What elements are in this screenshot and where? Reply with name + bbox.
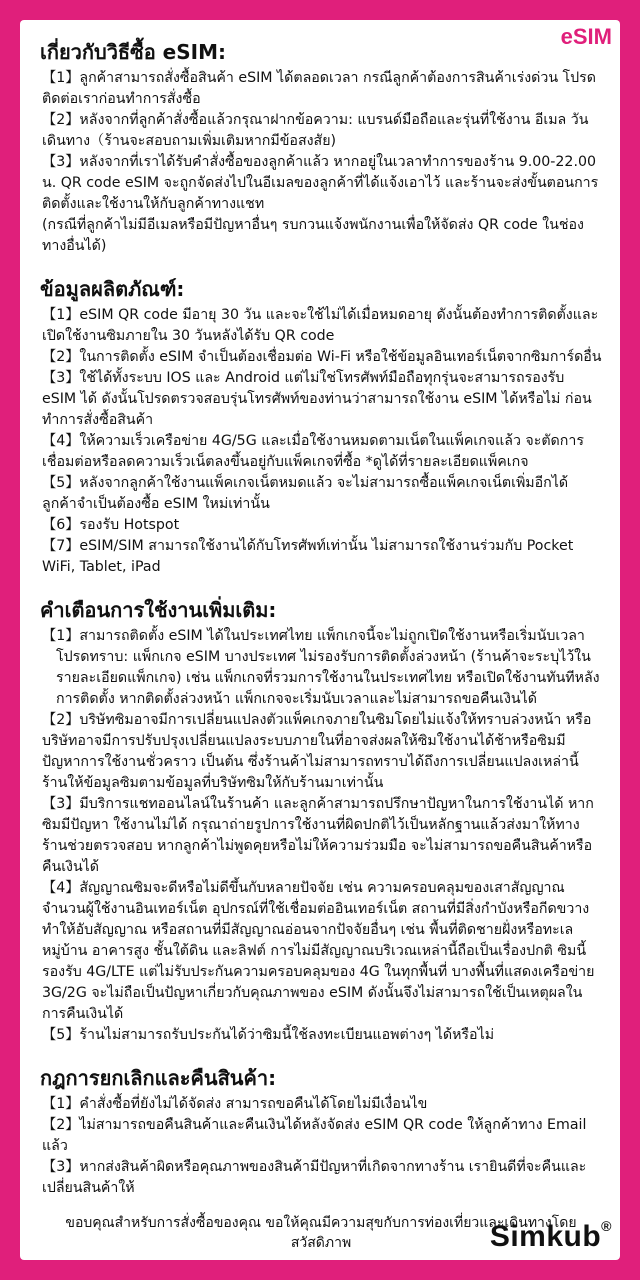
section-cancellation-policy	[40, 1064, 602, 1199]
section-title: ข้อมูลผลิตภัณฑ์:	[40, 277, 185, 301]
registered-mark-icon: ®	[601, 1218, 612, 1234]
list-item: 【4】ให้ความเร็วเครือข่าย 4G/5G และเมื่อใช้งานหมดตามเน็ตในแพ็คเกจแล้ว จะตัดการเชื่อมต่อหรือลดความเร็วเน็ตลงขึ้นอยู่กับแพ็คเกจที่ซื้อ *ดูได้ที่รายละเอียดแพ็คเกจ	[42, 433, 584, 470]
list-item: 【1】สามารถติดตั้ง eSIM ได้ในประเทศไทย แพ็กเกจนี้จะไม่ถูกเปิดใช้งานหรือเริ่มนับเวลา	[42, 628, 585, 644]
logo-text: Simkub	[489, 1220, 602, 1253]
section-product-info	[40, 275, 602, 578]
list-item: 【2】หลังจากที่ลูกค้าสั่งซื้อแล้วกรุณาฝากข้อความ: แบรนด์มือถือและรุ่นที่ใช้งาน อีเมล วันเดินทาง（ร้านจะสอบถามเพิ่มเติมหากมีข้อสงสัย)	[42, 112, 589, 149]
list-item: 【3】มีบริการแชทออนไลน์ในร้านค้า และลูกค้าสามารถปรึกษาปัญหาในการใช้งานได้ หากซิมมีปัญหา ใช้งานไม่ได้ กรุณาถ่ายรูปการใช้งานที่ผิดปกติไว้เป็นหลักฐานแล้วส่งมาให้ทางร้านช่วยตรวจสอบ หากลูกค้าไม่พูดคุยหรือไม่ให้ความร่วมมือ จะไม่สามารถขอคืนสินค้าหรือคืนเงินได้	[42, 796, 594, 875]
list-item: 【5】ร้านไม่สามารถรับประกันได้ว่าซิมนี้ใช้ลงทะเบียนแอพต่างๆ ได้หรือไม่	[42, 1027, 495, 1043]
section-title: คำเตือนการใช้งานเพิ่มเติม:	[40, 598, 277, 622]
list-item: (กรณีที่ลูกค้าไม่มีอีเมลหรือมีปัญหาอื่นๆ รบกวนแจ้งพนักงานเพื่อให้จัดส่ง QR code ในช่องทางอื่นได้)	[42, 217, 584, 254]
list-item: 【6】รองรับ Hotspot	[42, 517, 180, 533]
section-title: กฎการยกเลิกและคืนสินค้า:	[40, 1066, 277, 1090]
section-how-to-buy	[40, 38, 602, 257]
list-item: 【3】หากส่งสินค้าผิดหรือคุณภาพของสินค้ามีปัญหาที่เกิดจากทางร้าน เรายินดีที่จะคืนและเปลี่ยนสินค้าให้	[42, 1159, 587, 1196]
list-item: 【2】ไม่สามารถขอคืนสินค้าและคืนเงินได้หลังจัดส่ง eSIM QR code ให้ลูกค้าทาง Email แล้ว	[42, 1117, 587, 1154]
esim-badge: eSIM	[560, 24, 612, 49]
list-item: 【5】หลังจากลูกค้าใช้งานแพ็คเกจเน็ตหมดแล้ว จะไม่สามารถซื้อแพ็คเกจเน็ตเพิ่มอีกได้ ลูกค้าจำเป็นต้องซื้อ eSIM ใหม่เท่านั้น	[42, 475, 569, 512]
list-item: 【3】หลังจากที่เราได้รับคำสั่งซื้อของลูกค้าแล้ว หากอยู่ในเวลาทำการของร้าน 9.00-22.00 น. QR code eSIM จะถูกจัดส่งไปในอีเมลของลูกค้าที่ได้แจ้งเอาไว้ และร้านจะส่งขั้นตอนการติดตั้งและใช้งานให้กับลูกค้าทางแชท	[42, 154, 599, 212]
list-item: 【2】ในการติดตั้ง eSIM จำเป็นต้องเชื่อมต่อ Wi-Fi หรือใช้ข้อมูลอินเทอร์เน็ตจากซิมการ์ดอื่น	[42, 349, 602, 365]
thank-you-note: ขอบคุณสำหรับการสั่งซื้อของคุณ ขอให้คุณมีความสุขกับการท่องเที่ยวและเดินทางโดยสวัสดิภาพ	[65, 1215, 577, 1251]
list-item: 【7】eSIM/SIM สามารถใช้งานได้กับโทรศัพท์เท่านั้น ไม่สามารถใช้งานร่วมกับ Pocket WiFi, Tablet, iPad	[42, 538, 574, 575]
section-usage-warnings	[40, 596, 602, 1046]
list-item: 【2】บริษัทซิมอาจมีการเปลี่ยนแปลงตัวแพ็คเกจภายในซิมโดยไม่แจ้งให้ทราบล่วงหน้า หรือบริษัทอาจมีการปรับปรุงเปลี่ยนแปลงระบบภายในที่อาจส่งผลให้ซิมใช้งานได้ช้าหรือซิมมีปัญหาการใช้งานชั่วคราว เป็นต้น ซึ่งร้านค้าไม่สามารถทราบได้ถึงการเปลี่ยนแปลงเหล่านี้ ร้านให้ข้อมูลซิมตามข้อมูลที่บริษัทซิมให้กับร้านมาเท่านั้น	[42, 712, 592, 791]
list-item: 【1】ลูกค้าสามารถสั่งซื้อสินค้า eSIM ได้ตลอดเวลา กรณีลูกค้าต้องการสินค้าเร่งด่วน โปรดติดต่อเราก่อนทำการสั่งซื้อ	[42, 70, 597, 107]
section-title: เกี่ยวกับวิธีซื้อ eSIM:	[40, 40, 226, 64]
content-card	[20, 20, 620, 1260]
list-item: 【3】ใช้ได้ทั้งระบบ IOS และ Android แต่ไม่ใช่โทรศัพท์มือถือทุกรุ่นจะสามารถรองรับ eSIM ได้ ดังนั้นโปรดตรวจสอบรุ่นโทรศัพท์ของท่านว่าสามารถใช้งาน eSIM ได้หรือไม่ ก่อนทำการสั่งซื้อสินค้า	[42, 370, 592, 428]
list-item: 【4】สัญญาณซิมจะดีหรือไม่ดีขึ้นกับหลายปัจจัย เช่น ความครอบคลุมของเสาสัญญาณ จำนวนผู้ใช้งานอินเทอร์เน็ต อุปกรณ์ที่ใช้เชื่อมต่ออินเทอร์เน็ต สถานที่มีสิ่งกำบังหรือกีดขวางทำให้อับสัญญาณ หรือสถานที่มีสัญญาณอ่อนจากปัจจัยอื่นๆ เช่น พื้นที่ติดชายฝั่งหรือทะเล หมู่บ้าน อาคารสูง ชั้นใต้ดิน และลิฟต์ การไม่มีสัญญาณบริเวณเหล่านี้ถือเป็นเรื่องปกติ ซิมนี้รองรับ 4G/LTE แต่ไม่รับประกันความครอบคลุมของ 4G ในทุกพื้นที่ บางพื้นที่แสดงเครือข่าย 3G/2G จะไม่ถือเป็นปัญหาเกี่ยวกับคุณภาพของ eSIM ดังนั้นจึงไม่สามารถใช้เป็นเหตุผลในการคืนเงินได้	[42, 880, 595, 1022]
list-item-note: โปรดทราบ: แพ็กเกจ eSIM บางประเทศ ไม่รองรับการติดตั้งล่วงหน้า (ร้านค้าจะระบุไว้ในรายละเอียดแพ็กเกจ) เช่น แพ็กเกจที่รวมการใช้งานในประเทศไทย หรือเปิดใช้งานทันทีหลังการติดตั้ง หากติดตั้งล่วงหน้า แพ็กเกจจะเริ่มนับเวลาและไม่สามารถขอคืนเงินได้	[56, 649, 600, 707]
simkub-logo	[490, 1220, 612, 1254]
list-item: 【1】eSIM QR code มีอายุ 30 วัน และจะใช้ไม่ได้เมื่อหมดอายุ ดังนั้นต้องทำการติดตั้งและเปิดใช้งานซิมภายใน 30 วันหลังได้รับ QR code	[42, 307, 599, 344]
list-item: 【1】คำสั่งซื้อที่ยังไม่ได้จัดส่ง สามารถขอคืนได้โดยไม่มีเงื่อนไข	[42, 1096, 428, 1112]
